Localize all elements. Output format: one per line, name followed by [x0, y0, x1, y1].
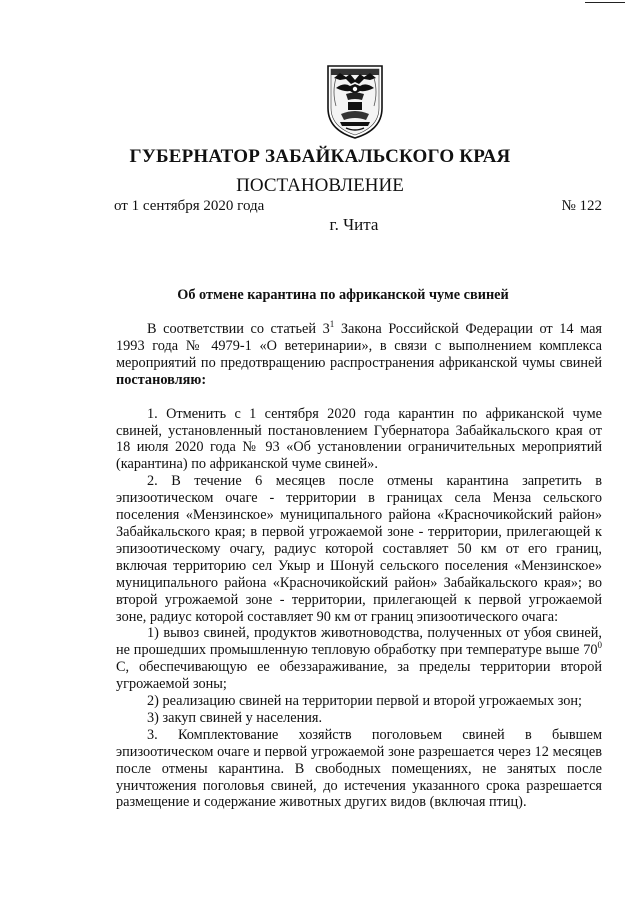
item-2-1-text-b: С, обеспечивающую ее обеззараживание, за пределы территории второй угрожаемой зоны; [116, 659, 602, 693]
item-2-2-paragraph: 2) реализацию свиней на территории первой и второй угрожаемых зон; [147, 693, 583, 710]
document-city: г. Чита [329, 215, 379, 234]
document-type: ПОСТАНОВЛЕНИЕ [236, 175, 404, 196]
item-1-paragraph: 1. Отменить с 1 сентября 2020 года карантин по африканской чуме свиней, установленный постановлением Губернатора Забайкальского края от 18 июля 2020 года № 93 «Об установлении ограничительных мероприятий (карантина) по африканской чуме свиней». [116, 405, 602, 473]
document-body [116, 321, 602, 811]
document-subject: Об отмене карантина по африканской чуме свиней [177, 287, 509, 303]
paragraph-gap [116, 389, 602, 406]
document-number: № 122 [561, 198, 602, 214]
top-edge-line [585, 2, 625, 3]
item-2-1-text-a: 1) вывоз свиней, продуктов животноводства, полученных от убоя свиней, не прошедших промышленную тепловую обработку при температуре выше 70 [116, 625, 602, 659]
preamble-text-1: В соответствии со статьей 3 [147, 321, 330, 337]
article-superscript: 1 [329, 319, 335, 330]
preamble-paragraph [116, 321, 602, 389]
item-3-paragraph: 3. Комплектование хозяйств поголовьем свиней в бывшем эпизоотическом очаге и первой угрожаемой зоне разрешается через 12 месяцев после отмены карантина. В свободных помещениях, не занятых после уничтожения поголовья свиней, до истечения указанного срока разрешается размещение и содержание животных других видов (включая птиц). [116, 726, 602, 811]
preamble-text-2: Закона Российской Федерации от 14 мая 1993 года № 4979-1 «О ветеринарии», в связи с выполнением комплекса мероприятий по предотвращению распространения африканской чумы свиней [116, 321, 602, 371]
decree-word: постановляю: [116, 371, 207, 388]
item-2-paragraph: 2. В течение 6 месяцев после отмены карантина запретить в эпизоотическом очаге - территории в границах села Менза сельского поселения «Мензинское» муниципального района «Красночикойский район» Забайкальского края; в первой угрожаемой зоне - территории, прилегающей к эпизоотическому очагу, радиус которой составляет 50 км от его границ, включая территорию сел Укыр и Шонуй сельского поселения «Мензинское» муниципального района «Красночикойский район» Забайкальского края»; во второй угрожаемой зоне - территории, прилегающей к первой угрожаемой зоне, радиус которой составляет 90 км от границ эпизоотического очага: [116, 473, 602, 625]
degree-superscript: 0 [597, 640, 602, 651]
coat-of-arms-icon [326, 64, 384, 140]
item-2-3-paragraph: 3) закуп свиней у населения. [147, 709, 323, 726]
document-date: от 1 сентября 2020 года [114, 198, 265, 214]
issuer-title: ГУБЕРНАТОР ЗАБАЙКАЛЬСКОГО КРАЯ [129, 146, 511, 167]
item-2-1-paragraph [116, 625, 602, 693]
